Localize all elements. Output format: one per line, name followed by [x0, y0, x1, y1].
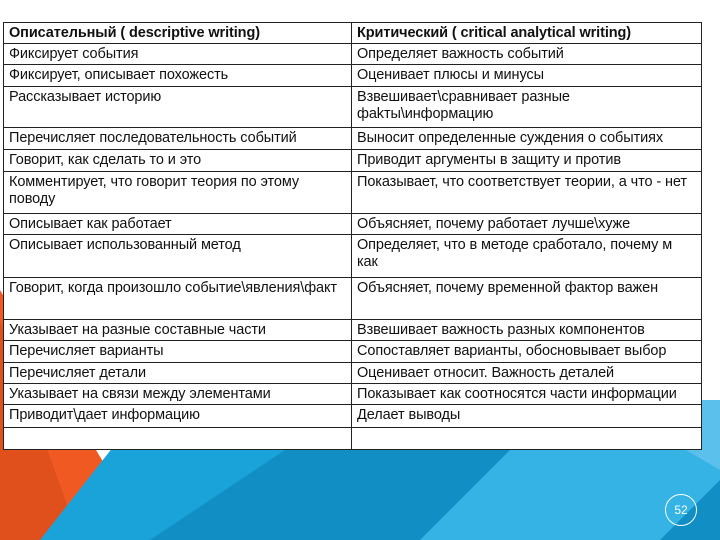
cell-critical: Объясняет, почему временной фактор важен: [352, 278, 702, 320]
header-descriptive: Описательный ( descriptive writing): [4, 23, 352, 44]
cell-critical: Делает выводы: [352, 405, 702, 428]
cell-descriptive: Указывает на связи между элементами: [4, 384, 352, 405]
cell-critical: Сопоставляет варианты, обосновывает выбор: [352, 341, 702, 363]
table-row: [4, 278, 702, 320]
cell-descriptive: Перечисляет варианты: [4, 341, 352, 363]
cell-descriptive: Рассказывает историю: [4, 87, 352, 128]
cell-critical: Оценивает относит. Важность деталей: [352, 363, 702, 384]
cell-critical: Оценивает плюсы и минусы: [352, 65, 702, 87]
cell-descriptive: Описывает как работает: [4, 214, 352, 235]
table-row: [4, 405, 702, 428]
cell-descriptive: Перечисляет последовательность событий: [4, 128, 352, 150]
table-row: [4, 128, 702, 150]
cell-descriptive: Указывает на разные составные части: [4, 320, 352, 341]
cell-descriptive: Говорит, когда произошло событие\явления\факт: [4, 278, 352, 320]
table-row: [4, 341, 702, 363]
table-row: [4, 363, 702, 384]
cell-critical: Приводит аргументы в защиту и против: [352, 150, 702, 172]
cell-critical: Определяет, что в методе сработало, почему м как: [352, 235, 702, 278]
cell-descriptive: Фиксирует, описывает похожесть: [4, 65, 352, 87]
table-row: [4, 172, 702, 214]
cell-descriptive: Перечисляет детали: [4, 363, 352, 384]
cell-critical: Взвешивает\сравнивает разные фakты\информацию: [352, 87, 702, 128]
table-row: [4, 384, 702, 405]
cell-critical: Показывает, что соответствует теории, а что - нет: [352, 172, 702, 214]
cell-critical: Взвешивает важность разных компонентов: [352, 320, 702, 341]
table-row: [4, 65, 702, 87]
header-critical: Критический ( critical analytical writing): [352, 23, 702, 44]
comparison-table: [3, 22, 702, 450]
cell-critical: Объясняет, почему работает лучше\хуже: [352, 214, 702, 235]
cell-critical: Определяет важность событий: [352, 44, 702, 65]
table-row: [4, 320, 702, 341]
cell-descriptive: [4, 428, 352, 450]
table-row: [4, 235, 702, 278]
cell-critical: Выносит определенные суждения о событиях: [352, 128, 702, 150]
cell-critical: [352, 428, 702, 450]
cell-descriptive: Комментирует, что говорит теория по этому поводу: [4, 172, 352, 214]
cell-critical: Показывает как соотносятся части информации: [352, 384, 702, 405]
table-row: [4, 87, 702, 128]
table-row: [4, 428, 702, 450]
cell-descriptive: Приводит\дает информацию: [4, 405, 352, 428]
cell-descriptive: Описывает использованный метод: [4, 235, 352, 278]
page-number: 52: [665, 494, 697, 526]
comparison-table-container: [3, 22, 701, 450]
cell-descriptive: Говорит, как сделать то и это: [4, 150, 352, 172]
table-header-row: [4, 23, 702, 44]
cell-descriptive: Фиксирует события: [4, 44, 352, 65]
table-row: [4, 150, 702, 172]
table-row: [4, 44, 702, 65]
table-row: [4, 214, 702, 235]
